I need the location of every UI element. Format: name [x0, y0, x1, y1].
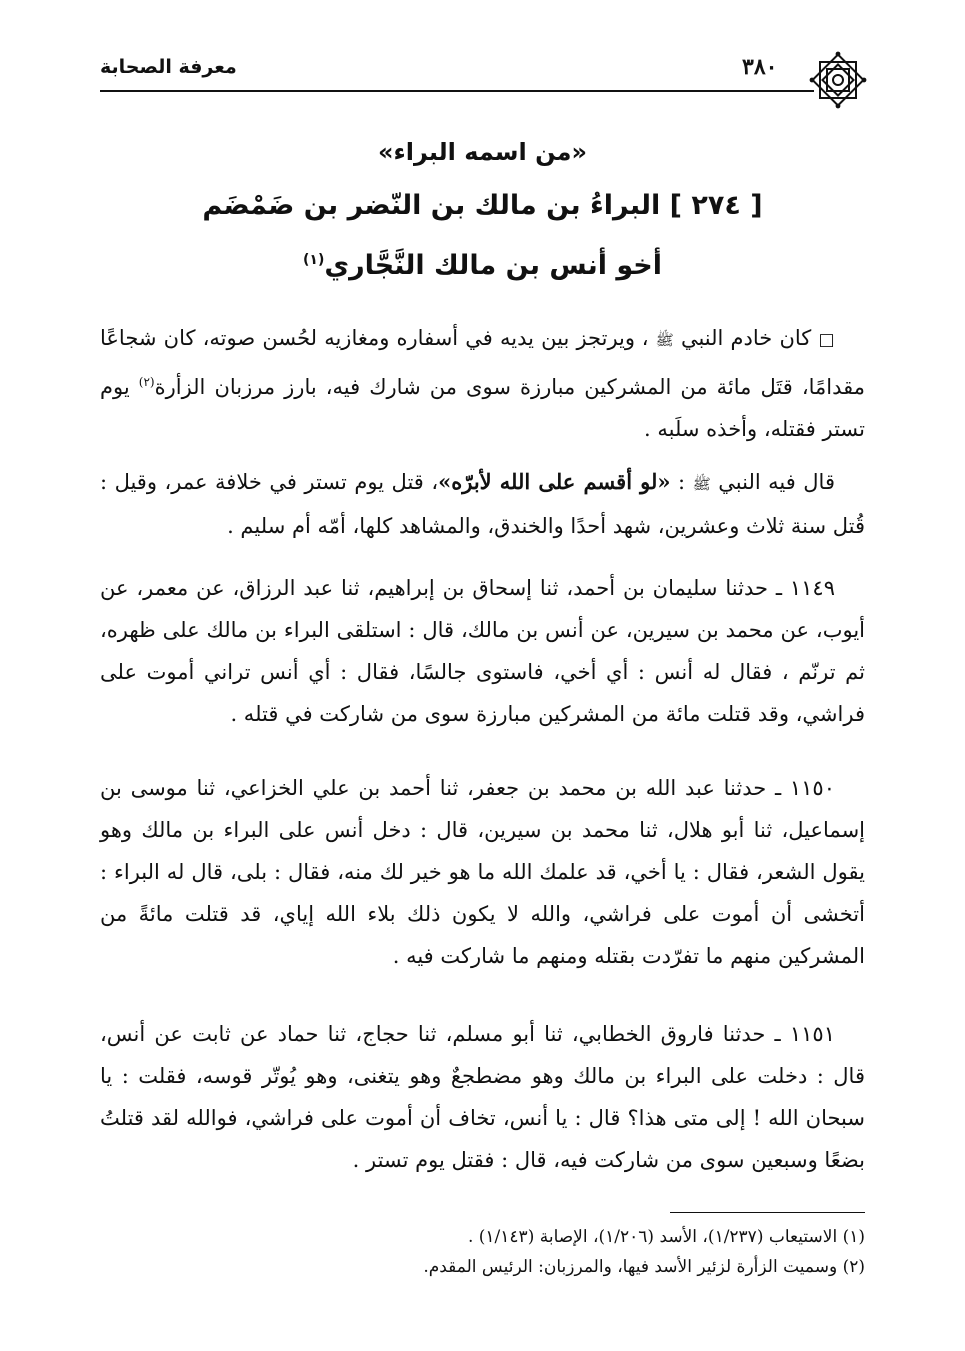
- running-title: معرفة الصحابة: [100, 56, 237, 78]
- entry-number: [ ٢٧٤ ]: [669, 190, 763, 221]
- entry-subheading: [100, 250, 865, 281]
- hadith-1151-paragraph: ١١٥١ ـ حدثنا فاروق الخطابي، ثنا أبو مسلم، ثنا حجاج، ثنا حماد عن ثابت عن أنس، قال : دخلت على البراء بن مالك وهو مضطجعٌ وهو يتغنى، وهو يُوتّر قوسه، فقلت : يا سبحان الله ! إلى متى هذا؟ قال : يا أنس، تخاف أن أموت على فراشي، فوالله لقد قتلتُ بضعًا وسبعين سوى من شاركت فيه، قال : فقتل يوم تستر .: [100, 1022, 865, 1172]
- footnote-2: (٢) وسميت الزأرة لزئير الأسد فيها، والمرزبان: الرئيس المقدم.: [423, 1257, 865, 1277]
- intro-paragraph: □ كان خادم النبي ﷺ ، ويرتجز بين يديه في أسفاره ومغازيه لحُسن صوته، كان شجاعًا مقدامًا، قتَل مائة من المشركين مبارزة سوى من شارك فيه، بارز مرزبان الزأرة$^{(٢)}$ يوم تستر فقتله، وأخذه سلَبه .: [100, 326, 865, 441]
- page-number: ٣٨٠: [742, 54, 778, 80]
- hadith-quote: «لو أقسم على الله لأبرّه»: [438, 469, 671, 494]
- footnote-ref: (٢): [138, 375, 155, 389]
- honorific: ﷺ: [655, 331, 674, 349]
- footnotes: [100, 1222, 865, 1282]
- header-rule: [100, 90, 814, 92]
- saying-paragraph: قال فيه النبي ﷺ : «لو أقسم على الله لأبرّه»، قتل يوم تستر في خلافة عمر، وقيل : قُتل سنة ثلاث وعشرين، شهد أحدًا والخندق، والمشاهد كلها، أمّه أم سليم .: [100, 469, 865, 538]
- footnote-rule: [670, 1212, 865, 1213]
- octagram-ornament-icon: [808, 50, 868, 110]
- section-heading: «من اسمه البراء»: [377, 138, 588, 166]
- honorific: ﷺ: [692, 475, 711, 493]
- footnote-ref: (١): [302, 252, 325, 268]
- hadith-1150-paragraph: ١١٥٠ ـ حدثنا عبد الله بن محمد بن جعفر، ثنا أحمد بن علي الخزاعي، ثنا موسى بن إسماعيل، ثنا أبو هلال، ثنا محمد بن سيرين، قال : دخل أنس على البراء بن مالك وهو يقول الشعر، فقال : يا أخي، قد علمك الله ما هو خير لك منه، فقال : بلى، قال له البراء : أتخشى أن أموت على فراشي، والله لا يكون ذلك بلاء الله إياي، قد قتلت مائةً من المشركين منهم ما تفرّدت بقتله ومنهم ما شاركت فيه .: [100, 776, 865, 968]
- entry-subtitle: أخو أنس بن مالك النَّجَّاري: [324, 250, 663, 281]
- entry-name: البراءُ بن مالك بن النّضر بن ضَمْضَم: [202, 190, 661, 221]
- footnote-1: (١) الاستيعاب (١/٢٣٧)، الأسد (١/٢٠٦)، الإصابة (١/١٤٣) .: [467, 1227, 865, 1247]
- entry-heading: [100, 190, 865, 221]
- hadith-1149-paragraph: ١١٤٩ ـ حدثنا سليمان بن أحمد، ثنا إسحاق بن إبراهيم، ثنا عبد الرزاق، عن معمر، عن أيوب، عن محمد بن سيرين، عن أنس بن مالك، قال : استلقى البراء بن مالك على ظهره، ثم ترنّم ، فقال له أنس : أي أخي، فاستوى جالسًا، فقال : أي أنس تراني أموت على فراشي، وقد قتلت مائة من المشركين مبارزة سوى من شاركت في قتله .: [100, 576, 865, 726]
- square-marker-icon: □: [818, 330, 835, 350]
